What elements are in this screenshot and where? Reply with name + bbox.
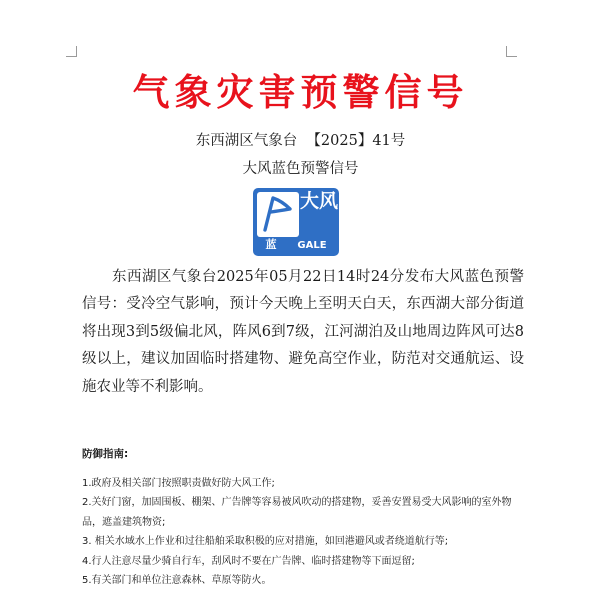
page-corner-mark-right: [506, 46, 517, 57]
guide-item-3: 3. 相关水域水上作业和过往船舶采取积极的应对措施，如回港避风或者绕道航行等;: [82, 536, 449, 548]
guide-item-4: 4.行人注意尽量少骑自行车，刮风时不要在广告牌、临时搭建物等下面逗留;: [82, 555, 415, 567]
issuer-line: 东西湖区气象台 【2025】41号: [195, 133, 406, 149]
flag-panel: [257, 192, 299, 237]
hazard-english-label: GALE: [297, 240, 327, 251]
defense-guide-heading: 防御指南:: [82, 448, 129, 460]
document-title: 气象灾害预警信号: [132, 70, 469, 114]
signal-name: 大风蓝色预警信号: [242, 161, 359, 177]
defense-guide-list: [82, 474, 522, 590]
guide-item-5: 5.有关部门和单位注意森林、草原等防火。: [82, 575, 272, 587]
guide-item-1: 1.政府及相关部门按照职责做好防大风工作;: [82, 478, 275, 489]
hazard-type-label: 大风: [299, 190, 338, 212]
warning-body-paragraph: 东西湖区气象台2025年05月22日14时24分发布大风蓝色预警信号：受冷空气影响，预计今天晚上至明天白天，东西湖大部分街道将出现3到5级偏北风，阵风6到7级，江河湖泊及山地周边阵风可达8级以上，建议加固临时搭建物、避免高空作业，防范对交通航运、设施农业等不利影响。: [82, 269, 524, 395]
guide-item-2: 2.关好门窗，加固围板、棚架、广告牌等容易被风吹动的搭建物，妥善安置易受大风影响的室外物品，遮盖建筑物资;: [82, 497, 512, 528]
warning-level-label: 蓝: [265, 238, 277, 251]
warning-signal-icon: [253, 188, 339, 256]
page-corner-mark-left: [66, 46, 77, 57]
gale-flag-icon: [257, 192, 299, 237]
